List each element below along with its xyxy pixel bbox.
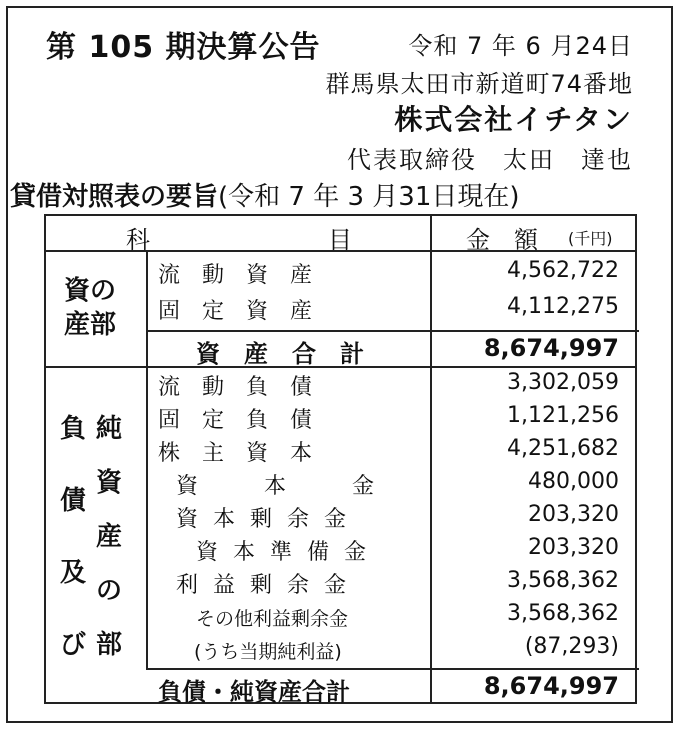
capital-reserve-value: 203,320 <box>528 535 619 560</box>
assets-total-label: 資 産 合 計 <box>196 340 364 368</box>
capital-surplus-label: 資 本 剰 余 金 <box>176 507 350 532</box>
liab-fixed-value: 1,121,256 <box>507 403 619 428</box>
amount-column-divider <box>430 216 432 702</box>
equity-shareholders-label: 株 主 資 本 <box>158 441 313 466</box>
header-item-1: 科 <box>126 226 150 254</box>
other-retained-earnings-label: その他利益剰余金 <box>196 608 349 630</box>
assets-section-label-2: 産部 <box>64 310 117 340</box>
liab-label-char-6: 資 <box>96 468 123 498</box>
liab-total-line-left <box>146 668 430 670</box>
liab-label-char-1: 負 <box>60 414 87 444</box>
representative: 代表取締役 太田 達也 <box>347 146 633 174</box>
retained-earnings-label: 利 益 剰 余 金 <box>176 573 350 598</box>
liab-label-char-8: の <box>96 576 123 606</box>
liab-current-value: 3,302,059 <box>507 370 619 395</box>
assets-section-label-1: 資の <box>64 276 117 306</box>
capital-stock-value: 480,000 <box>528 469 619 494</box>
liab-current-label: 流 動 負 債 <box>158 375 313 400</box>
capital-stock-label: 資 本 金 <box>176 474 375 499</box>
liab-label-divider <box>146 366 148 670</box>
equity-shareholders-value: 4,251,682 <box>507 436 619 461</box>
capital-surplus-value: 203,320 <box>528 502 619 527</box>
balance-sheet-table <box>44 214 637 704</box>
assets-total-line-left <box>146 330 430 332</box>
retained-earnings-value: 3,568,362 <box>507 568 619 593</box>
asset-fixed-label: 固 定 資 産 <box>158 299 313 324</box>
capital-reserve-label: 資 本 準 備 金 <box>196 540 370 565</box>
notice-title: 第 105 期決算公告 <box>46 30 321 65</box>
liab-total-label: 負債・純資産合計 <box>158 678 350 706</box>
net-income-label: (うち当期純利益) <box>194 641 342 663</box>
liab-label-char-7: 産 <box>96 522 123 552</box>
header-unit: (千円) <box>568 229 613 248</box>
other-retained-earnings-value: 3,568,362 <box>507 601 619 626</box>
liab-label-char-9: 部 <box>96 630 123 660</box>
liab-label-char-2: 債 <box>60 486 87 516</box>
liab-label-char-5: 純 <box>96 414 123 444</box>
company-address: 群馬県太田市新道町74番地 <box>325 70 633 98</box>
asset-fixed-value: 4,112,275 <box>507 294 619 319</box>
net-income-value: (87,293) <box>524 634 619 659</box>
asset-current-label: 流 動 資 産 <box>158 263 313 288</box>
assets-total-line-right <box>430 330 639 332</box>
asset-current-value: 4,562,722 <box>507 258 619 283</box>
notice-date: 令和 7 年 6 月24日 <box>408 32 633 60</box>
liab-total-value: 8,674,997 <box>483 672 619 700</box>
assets-label-divider <box>146 252 148 368</box>
balance-sheet-period: (令和 7 年 3 月31日現在) <box>218 182 520 212</box>
header-item-2: 目 <box>328 226 352 254</box>
liab-label-char-4: び <box>60 630 87 660</box>
balance-sheet-title-main: 貸借対照表の要旨 <box>10 182 219 212</box>
liab-fixed-label: 固 定 負 債 <box>158 408 313 433</box>
company-name: 株式会社イチタン <box>394 103 633 136</box>
liab-total-line-right <box>430 668 639 670</box>
header-amount: 金 額 <box>466 226 538 254</box>
liab-label-char-3: 及 <box>60 558 87 588</box>
assets-total-value: 8,674,997 <box>483 334 619 362</box>
balance-sheet-title <box>10 176 520 213</box>
